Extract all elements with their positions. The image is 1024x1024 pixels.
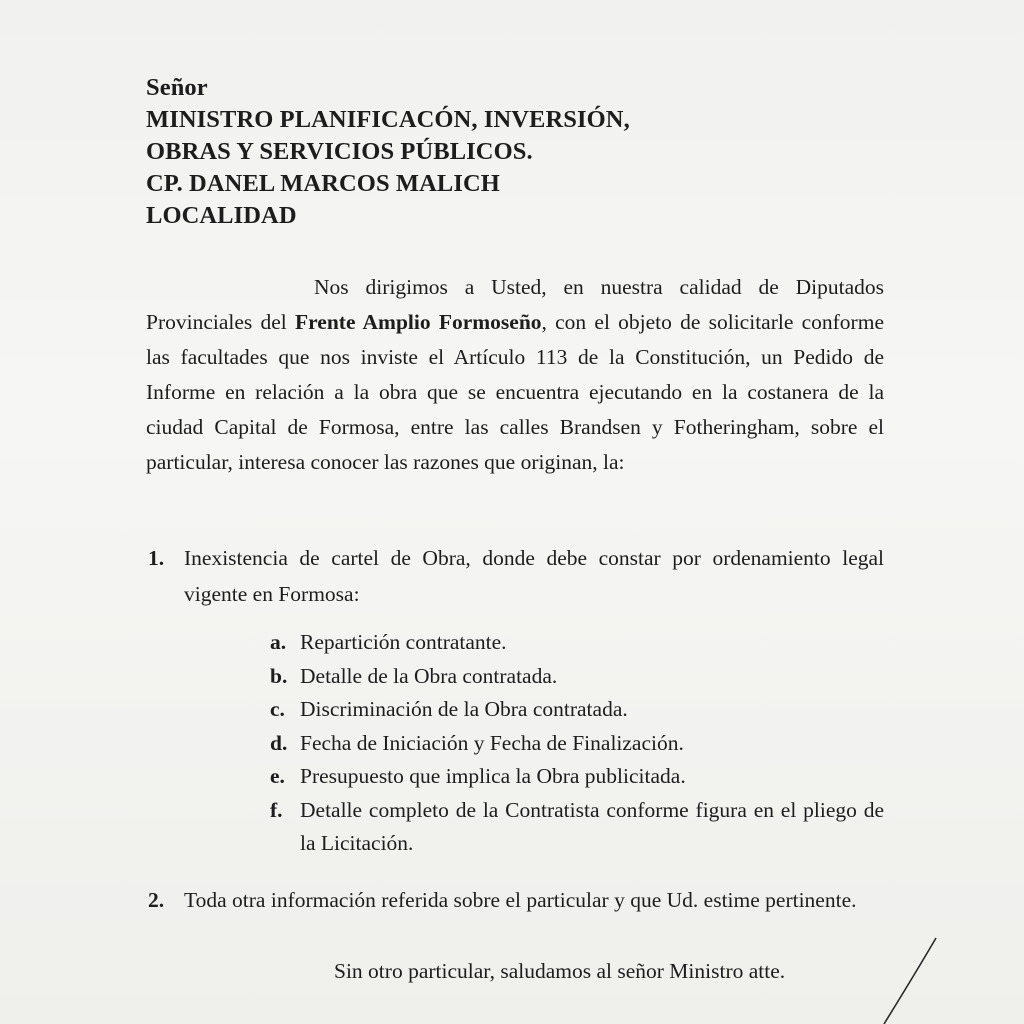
addressee-block (146, 72, 630, 232)
sub-item (270, 693, 884, 727)
list-item (148, 540, 884, 612)
item-text: Toda otra información referida sobre el particular y que Ud. estime pertinente. (184, 888, 857, 912)
sub-item-text: Detalle completo de la Contratista conforme figura en el pliego de la Licitación. (300, 797, 884, 855)
sub-item-text: Presupuesto que implica la Obra publicitada. (300, 764, 686, 788)
list-item (148, 882, 884, 918)
sub-item (270, 727, 884, 761)
sub-item-text: Repartición contratante. (300, 630, 507, 654)
party-name: Frente Amplio Formoseño (295, 310, 542, 334)
addressee-line: CP. DANEL MARCOS MALICH (146, 170, 500, 197)
sub-item-letter: a. (270, 630, 287, 654)
body-text-part2: , con el objeto de solicitarle conforme las facultades que nos inviste el Artículo 113 de la Constitución, un Pedido de Informe en relación a la obra que se encuentra ejecutando en la costanera de la ciudad Capital de Formosa, entre las calles Brandsen y Fotheringham, sobre el particular, interesa conocer las razones que originan, la: (146, 310, 884, 474)
addressee-line: OBRAS Y SERVICIOS PÚBLICOS. (146, 138, 533, 165)
sub-item-text: Discriminación de la Obra contratada. (300, 697, 628, 721)
addressee-line: MINISTRO PLANIFICACÓN, INVERSIÓN, (146, 106, 630, 133)
pen-stroke (884, 938, 936, 1024)
sub-item (270, 626, 884, 660)
sub-item-letter: b. (270, 663, 288, 688)
body-paragraph (146, 270, 884, 480)
sub-item (270, 660, 884, 694)
sub-item-letter: f. (270, 797, 283, 822)
sub-item-text: Fecha de Iniciación y Fecha de Finalización. (300, 730, 684, 755)
sub-item (270, 794, 884, 861)
closing-line: Sin otro particular, saludamos al señor Ministro atte. (334, 959, 786, 983)
sub-item-text: Detalle de la Obra contratada. (300, 663, 558, 688)
item-number: 1. (148, 546, 165, 570)
sub-item-letter: d. (270, 730, 288, 755)
sub-item-letter: e. (270, 764, 285, 788)
addressee-line: LOCALIDAD (146, 202, 297, 229)
item-number: 2. (148, 888, 165, 912)
sub-list (270, 626, 884, 861)
salutation: Señor (146, 74, 208, 101)
sub-item-letter: c. (270, 697, 285, 721)
sub-item (270, 760, 884, 794)
body-text-part1: Nos dirigimos a Usted, en nuestra calidad de Diputados Provinciales del (146, 275, 884, 334)
item-text: Inexistencia de cartel de Obra, donde debe constar por ordenamiento legal vigente en Formosa: (184, 546, 884, 606)
